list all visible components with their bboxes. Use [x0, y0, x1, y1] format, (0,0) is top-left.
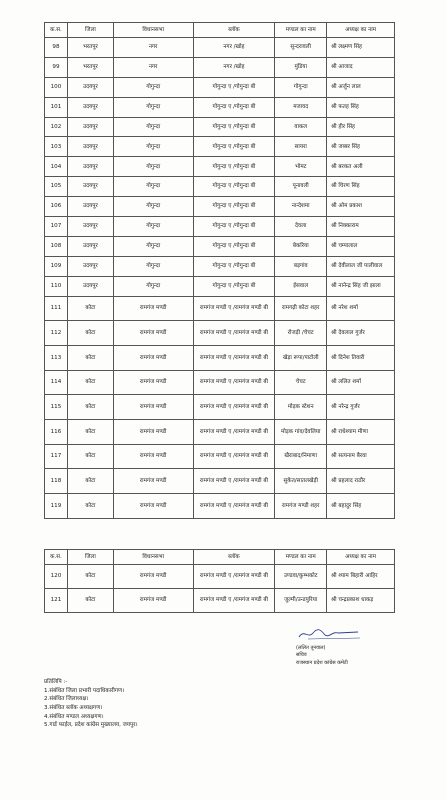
cell-district: उदयपुर: [67, 276, 113, 296]
cell-assembly: रामगंज मण्डी: [113, 589, 193, 613]
cell-district: कोटा: [67, 296, 113, 321]
cell-assembly: नगर: [113, 38, 193, 58]
cell-president: श्री चन्द्रप्रकाश धाकड़: [327, 589, 395, 613]
header-mandal: मण्डल का नाम: [275, 23, 327, 38]
table-row: [45, 177, 395, 197]
cell-president: श्री आजाद: [327, 57, 395, 77]
table-row: [45, 370, 395, 395]
table-row: [45, 276, 395, 296]
signatory-name: (ललित तूनवाल): [296, 644, 326, 651]
cell-president: श्री सत्यनाम बैरवा: [327, 444, 395, 469]
cell-mandal: नान्देशमा: [275, 197, 327, 217]
table-row: [45, 77, 395, 97]
cell-mandal: मोड़क स्टेशन: [275, 395, 327, 420]
cell-mandal: बड़गांव: [275, 256, 327, 276]
cell-mandal: चेचट: [275, 370, 327, 395]
cell-district: कोटा: [67, 395, 113, 420]
cell-president: श्री लक्ष्मण सिंह: [327, 38, 395, 58]
cell-assembly: गोगुन्दा: [113, 276, 193, 296]
cell-serial: 113: [45, 345, 68, 370]
cell-district: उदयपुर: [67, 197, 113, 217]
cell-district: उदयपुर: [67, 157, 113, 177]
table-row: [45, 38, 395, 58]
cell-assembly: गोगुन्दा: [113, 197, 193, 217]
cell-block: रामगंज मण्डी ए /रामगंज मण्डी बी: [193, 296, 275, 321]
cell-president: श्री राधेश्याम मीणा: [327, 420, 395, 445]
cell-serial: 98: [45, 38, 68, 58]
cell-district: उदयपुर: [67, 256, 113, 276]
header-serial: क.स.: [45, 23, 68, 38]
table-row: [45, 395, 395, 420]
cell-president: श्री फतह सिंह: [327, 97, 395, 117]
cell-block: रामगंज मण्डी ए /रामगंज मण्डी बी: [193, 589, 275, 613]
cell-president: श्री श्याम बिहारी आहिर: [327, 565, 395, 589]
cell-assembly: रामगंज मण्डी: [113, 345, 193, 370]
cell-assembly: गोगुन्दा: [113, 236, 193, 256]
cell-serial: 109: [45, 256, 68, 276]
table-row: [45, 420, 395, 445]
cell-mandal: गोगुन्दा: [275, 77, 327, 97]
cell-serial: 106: [45, 197, 68, 217]
cell-president: श्री बरकत अली: [327, 157, 395, 177]
cell-president: श्री अर्जुन लाल: [327, 77, 395, 97]
cell-district: भरतपुर: [67, 38, 113, 58]
header-president: अध्यक्ष का नाम: [327, 550, 395, 565]
table-row: [45, 197, 395, 217]
cell-serial: 99: [45, 57, 68, 77]
cell-block: रामगंज मण्डी ए /रामगंज मण्डी बी: [193, 395, 275, 420]
cell-assembly: रामगंज मण्डी: [113, 370, 193, 395]
cell-block: रामगंज मण्डी ए /रामगंज मण्डी बी: [193, 420, 275, 445]
cell-president: श्री प्रहलाद राठौर: [327, 469, 395, 494]
cell-block: रामगंज मण्डी ए /रामगंज मण्डी बी: [193, 494, 275, 519]
cell-assembly: गोगुन्दा: [113, 256, 193, 276]
cell-block: रामगंज मण्डी ए /रामगंज मण्डी बी: [193, 565, 275, 589]
cell-president: श्री दिनेश तिवारी: [327, 345, 395, 370]
cell-district: भरतपुर: [67, 57, 113, 77]
cell-president: श्री बहादुर सिंह: [327, 494, 395, 519]
cell-serial: 111: [45, 296, 68, 321]
table-row: [45, 296, 395, 321]
cell-serial: 112: [45, 321, 68, 346]
cell-serial: 115: [45, 395, 68, 420]
header-assembly: विधानसभा: [113, 550, 193, 565]
table-row: [45, 217, 395, 237]
cell-district: उदयपुर: [67, 97, 113, 117]
cell-district: कोटा: [67, 345, 113, 370]
table-row: [45, 117, 395, 137]
cell-mandal: मजावद: [275, 97, 327, 117]
table-row: [45, 97, 395, 117]
cell-assembly: गोगुन्दा: [113, 157, 193, 177]
signatory-organization: राजस्थान प्रदेश कांग्रेस कमेटी: [296, 659, 348, 666]
cell-president: श्री चम्पालाल: [327, 236, 395, 256]
copy-item: 4.संबंधित मण्डल अध्यक्षगण।: [44, 713, 104, 720]
cell-block: गोगुन्दा ए /गोगुन्दा बी: [193, 217, 275, 237]
cell-mandal: ईसवाल: [275, 276, 327, 296]
cell-assembly: गोगुन्दा: [113, 77, 193, 97]
cell-block: गोगुन्दा ए /गोगुन्दा बी: [193, 97, 275, 117]
cell-mandal: देवला: [275, 217, 327, 237]
cell-serial: 118: [45, 469, 68, 494]
cell-district: कोटा: [67, 589, 113, 613]
cell-block: नगर /खोह: [193, 57, 275, 77]
header-district: जिला: [67, 23, 113, 38]
cell-assembly: रामगंज मण्डी: [113, 469, 193, 494]
table-row: [45, 236, 395, 256]
cell-mandal: खैराबाद/निमाणा: [275, 444, 327, 469]
cell-assembly: नगर: [113, 57, 193, 77]
cell-president: श्री ललित शर्मा: [327, 370, 395, 395]
cell-assembly: गोगुन्दा: [113, 97, 193, 117]
cell-block: गोगुन्दा ए /गोगुन्दा बी: [193, 276, 275, 296]
table-row: [45, 494, 395, 519]
cell-assembly: गोगुन्दा: [113, 217, 193, 237]
copy-item: 5.गार्ड फाईल, प्रदेश कांग्रेस मुख्यालय, जयपुर।: [44, 722, 138, 729]
continuation-table: [44, 549, 395, 613]
cell-district: उदयपुर: [67, 217, 113, 237]
cell-president: श्री देवलाल गुर्जर: [327, 321, 395, 346]
copy-item: 2.संबंधित जिलाध्यक्ष।: [44, 696, 89, 703]
cell-serial: 108: [45, 236, 68, 256]
copy-distribution-list: [44, 678, 138, 730]
cell-serial: 104: [45, 157, 68, 177]
cell-mandal: खेड़ा रूपा/पाटोली: [275, 345, 327, 370]
copies-heading: प्रतिलिपि :-: [44, 679, 68, 685]
cell-district: कोटा: [67, 469, 113, 494]
cell-block: रामगंज मण्डी ए /रामगंज मण्डी बी: [193, 345, 275, 370]
cell-block: नगर /खोह: [193, 38, 275, 58]
cell-president: श्री देवीलाल जी पालीवाल: [327, 256, 395, 276]
cell-mandal: बेकरिया: [275, 236, 327, 256]
cell-assembly: रामगंज मण्डी: [113, 420, 193, 445]
cell-block: रामगंज मण्डी ए /रामगंज मण्डी बी: [193, 321, 275, 346]
cell-assembly: गोगुन्दा: [113, 177, 193, 197]
cell-mandal: पूनावली: [275, 177, 327, 197]
cell-serial: 101: [45, 97, 68, 117]
cell-president: श्री ओम प्रकाश: [327, 197, 395, 217]
mandal-president-table: [44, 22, 395, 519]
table-row: [45, 321, 395, 346]
table-row: [45, 57, 395, 77]
cell-block: रामगंज मण्डी ए /रामगंज मण्डी बी: [193, 444, 275, 469]
cell-block: गोगुन्दा ए /गोगुन्दा बी: [193, 177, 275, 197]
cell-block: गोगुन्दा ए /गोगुन्दा बी: [193, 137, 275, 157]
cell-mandal: रामगढ़ी कोटा शहर: [275, 296, 327, 321]
cell-block: गोगुन्दा ए /गोगुन्दा बी: [193, 236, 275, 256]
cell-assembly: गोगुन्दा: [113, 137, 193, 157]
cell-serial: 121: [45, 589, 68, 613]
table-row: [45, 444, 395, 469]
header-serial: क.स.: [45, 550, 68, 565]
cell-block: गोगुन्दा ए /गोगुन्दा बी: [193, 117, 275, 137]
cell-serial: 110: [45, 276, 68, 296]
cell-block: गोगुन्दा ए /गोगुन्दा बी: [193, 197, 275, 217]
cell-president: श्री नरेन्द्र गुर्जर: [327, 395, 395, 420]
cell-serial: 103: [45, 137, 68, 157]
cell-district: कोटा: [67, 321, 113, 346]
cell-district: कोटा: [67, 420, 113, 445]
table-header-row: [45, 550, 395, 565]
cell-mandal: सुकेत/सातलखेड़ी: [275, 469, 327, 494]
table-row: [45, 565, 395, 589]
header-block: ब्लॉक: [193, 550, 275, 565]
cell-assembly: रामगंज मण्डी: [113, 296, 193, 321]
cell-block: रामगंज मण्डी ए /रामगंज मण्डी बी: [193, 469, 275, 494]
cell-president: श्री निक्काराम: [327, 217, 395, 237]
table-row: [45, 137, 395, 157]
cell-serial: 105: [45, 177, 68, 197]
cell-mandal: रामगंज मण्डी शहर: [275, 494, 327, 519]
cell-block: रामगंज मण्डी ए /रामगंज मण्डी बी: [193, 370, 275, 395]
signature-scribble: [296, 627, 366, 641]
cell-president: श्री नरेश शर्मा: [327, 296, 395, 321]
cell-assembly: गोगुन्दा: [113, 117, 193, 137]
cell-mandal: रोजड़ी /चेचट: [275, 321, 327, 346]
cell-mandal: मुंडिया: [275, 57, 327, 77]
cell-assembly: रामगंज मण्डी: [113, 494, 193, 519]
cell-block: गोगुन्दा ए /गोगुन्दा बी: [193, 77, 275, 97]
header-mandal: मण्डल का नाम: [275, 550, 327, 565]
cell-district: उदयपुर: [67, 177, 113, 197]
cell-president: श्री हीर सिंह: [327, 117, 395, 137]
table-row: [45, 469, 395, 494]
cell-district: कोटा: [67, 370, 113, 395]
cell-block: गोगुन्दा ए /गोगुन्दा बी: [193, 256, 275, 276]
header-assembly: विधानसभा: [113, 23, 193, 38]
cell-serial: 102: [45, 117, 68, 137]
cell-serial: 107: [45, 217, 68, 237]
cell-mandal: वाकल: [275, 117, 327, 137]
table-header-row: [45, 23, 395, 38]
cell-district: उदयपुर: [67, 137, 113, 157]
cell-mandal: भोमट: [275, 157, 327, 177]
table-row: [45, 589, 395, 613]
cell-mandal: सुन्दरावली: [275, 38, 327, 58]
cell-president: श्री चिरण सिंह: [327, 177, 395, 197]
cell-mandal: सायरा: [275, 137, 327, 157]
cell-mandal: उण्डवा/कुम्भकोट: [275, 565, 327, 589]
cell-serial: 119: [45, 494, 68, 519]
cell-serial: 117: [45, 444, 68, 469]
cell-serial: 120: [45, 565, 68, 589]
cell-serial: 116: [45, 420, 68, 445]
cell-district: उदयपुर: [67, 117, 113, 137]
cell-mandal: मोड़क गांव/देवलिया: [275, 420, 327, 445]
table-row: [45, 256, 395, 276]
header-president: अध्यक्ष का नाम: [327, 23, 395, 38]
signature-block: [296, 627, 396, 667]
cell-president: श्री नानेन्द्र सिंह जी झाला: [327, 276, 395, 296]
cell-mandal: जुल्मी/उन्डपुरिया: [275, 589, 327, 613]
cell-district: उदयपुर: [67, 236, 113, 256]
cell-assembly: रामगंज मण्डी: [113, 444, 193, 469]
cell-assembly: रामगंज मण्डी: [113, 565, 193, 589]
copy-item: 3.संबंधित ब्लॉक अध्यक्षगण।: [44, 704, 103, 711]
cell-serial: 100: [45, 77, 68, 97]
cell-assembly: रामगंज मण्डी: [113, 395, 193, 420]
cell-serial: 114: [45, 370, 68, 395]
copy-item: 1.संबंधित जिला प्रभारी पदाधिकारीगण।: [44, 687, 125, 694]
cell-block: गोगुन्दा ए /गोगुन्दा बी: [193, 157, 275, 177]
table-row: [45, 345, 395, 370]
signatory-designation: सचिव: [296, 652, 307, 658]
cell-president: श्री जब्बर सिंह: [327, 137, 395, 157]
cell-district: कोटा: [67, 444, 113, 469]
table-row: [45, 157, 395, 177]
cell-district: कोटा: [67, 565, 113, 589]
header-block: ब्लॉक: [193, 23, 275, 38]
header-district: जिला: [67, 550, 113, 565]
cell-district: उदयपुर: [67, 77, 113, 97]
cell-district: कोटा: [67, 494, 113, 519]
cell-assembly: रामगंज मण्डी: [113, 321, 193, 346]
